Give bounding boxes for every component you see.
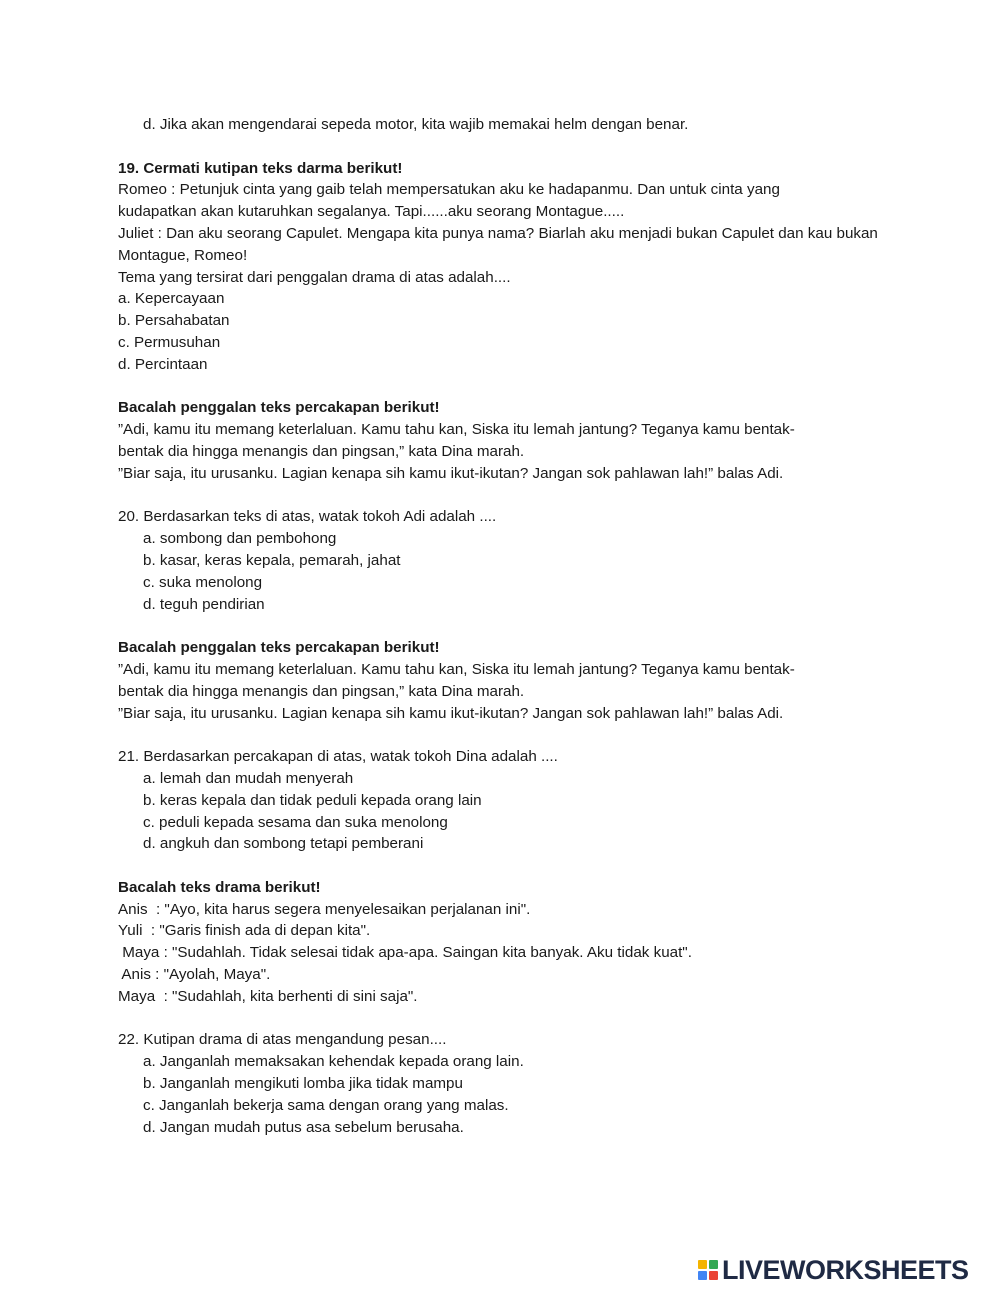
question-20-text: 20. Berdasarkan teks di atas, watak tokoh Adi adalah .... (118, 508, 497, 526)
passage-1-line-1: ”Adi, kamu itu memang keterlaluan. Kamu tahu kan, Siska itu lemah jantung? Teganya kamu bentak- (118, 421, 795, 439)
logo-square-red (709, 1271, 718, 1280)
q19-option-d[interactable]: d. Percintaan (118, 355, 208, 373)
logo-square-green (709, 1260, 718, 1269)
question-19-text: Tema yang tersirat dari penggalan drama di atas adalah.... (118, 268, 511, 286)
liveworksheets-logo[interactable] (698, 1254, 969, 1286)
drama-title: Bacalah teks drama berikut! (118, 878, 321, 896)
drama-line-2: Yuli : "Garis finish ada di depan kita". (118, 922, 371, 940)
drama-line-1: Anis : "Ayo, kita harus segera menyelesaikan perjalanan ini". (118, 900, 531, 918)
passage-1-line-3: ”Biar saja, itu urusanku. Lagian kenapa sih kamu ikut-ikutan? Jangan sok pahlawan lah!” balas Adi. (118, 464, 784, 482)
question-22-text: 22. Kutipan drama di atas mengandung pesan.... (118, 1031, 447, 1049)
passage-2-line-1: ”Adi, kamu itu memang keterlaluan. Kamu tahu kan, Siska itu lemah jantung? Teganya kamu bentak- (118, 660, 795, 678)
q21-option-b[interactable]: b. keras kepala dan tidak peduli kepada orang lain (143, 791, 482, 809)
logo-squares-icon (698, 1260, 718, 1280)
q20-option-b[interactable]: b. kasar, keras kepala, pemarah, jahat (143, 551, 401, 569)
worksheet-page (118, 114, 898, 1138)
q19-option-b[interactable]: b. Persahabatan (118, 312, 230, 330)
q22-option-b[interactable]: b. Janganlah mengikuti lomba jika tidak mampu (143, 1075, 463, 1093)
question-19-title: 19. Cermati kutipan teks darma berikut! (118, 159, 403, 177)
logo-text: LIVEWORKSHEETS (722, 1254, 969, 1285)
logo-square-blue (698, 1271, 707, 1280)
passage-2-line-3: ”Biar saja, itu urusanku. Lagian kenapa sih kamu ikut-ikutan? Jangan sok pahlawan lah!” balas Adi. (118, 704, 784, 722)
drama-line-4: Anis : "Ayolah, Maya". (118, 966, 271, 984)
dialogue-juliet: Juliet : Dan aku seorang Capulet. Mengapa kita punya nama? Biarlah aku menjadi bukan Capulet dan kau bukan Montague, Romeo! (118, 224, 878, 264)
q20-option-d[interactable]: d. teguh pendirian (143, 595, 265, 613)
question-21-text: 21. Berdasarkan percakapan di atas, watak tokoh Dina adalah .... (118, 748, 558, 766)
drama-line-3: Maya : "Sudahlah. Tidak selesai tidak apa-apa. Saingan kita banyak. Aku tidak kuat". (118, 944, 692, 962)
q22-option-c[interactable]: c. Janganlah bekerja sama dengan orang yang malas. (143, 1096, 509, 1114)
q19-option-c[interactable]: c. Permusuhan (118, 333, 221, 351)
q22-option-a[interactable]: a. Janganlah memaksakan kehendak kepada orang lain. (143, 1053, 524, 1071)
q20-option-a[interactable]: a. sombong dan pembohong (143, 530, 337, 548)
passage-2-title: Bacalah penggalan teks percakapan berikut! (118, 639, 440, 657)
q21-option-d[interactable]: d. angkuh dan sombong tetapi pemberani (143, 835, 424, 853)
q20-option-c[interactable]: c. suka menolong (143, 573, 263, 591)
logo-square-yellow (698, 1260, 707, 1269)
passage-2-line-2: bentak dia hingga menangis dan pingsan,” kata Dina marah. (118, 682, 525, 700)
passage-1-title: Bacalah penggalan teks percakapan berikut! (118, 399, 440, 417)
passage-1-line-2: bentak dia hingga menangis dan pingsan,” kata Dina marah. (118, 442, 525, 460)
option-d-prev: d. Jika akan mengendarai sepeda motor, kita wajib memakai helm dengan benar. (143, 116, 689, 133)
drama-line-5: Maya : "Sudahlah, kita berhenti di sini saja". (118, 987, 418, 1005)
q21-option-a[interactable]: a. lemah dan mudah menyerah (143, 769, 354, 787)
q22-option-d[interactable]: d. Jangan mudah putus asa sebelum berusaha. (143, 1118, 464, 1136)
q21-option-c[interactable]: c. peduli kepada sesama dan suka menolong (143, 813, 448, 831)
dialogue-romeo: Romeo : Petunjuk cinta yang gaib telah mempersatukan aku ke hadapanmu. Dan untuk cinta yang kudapatkan akan kutaruhkan segalanya. Tapi......aku seorang Montague..... (118, 181, 780, 221)
q19-option-a[interactable]: a. Kepercayaan (118, 290, 225, 308)
